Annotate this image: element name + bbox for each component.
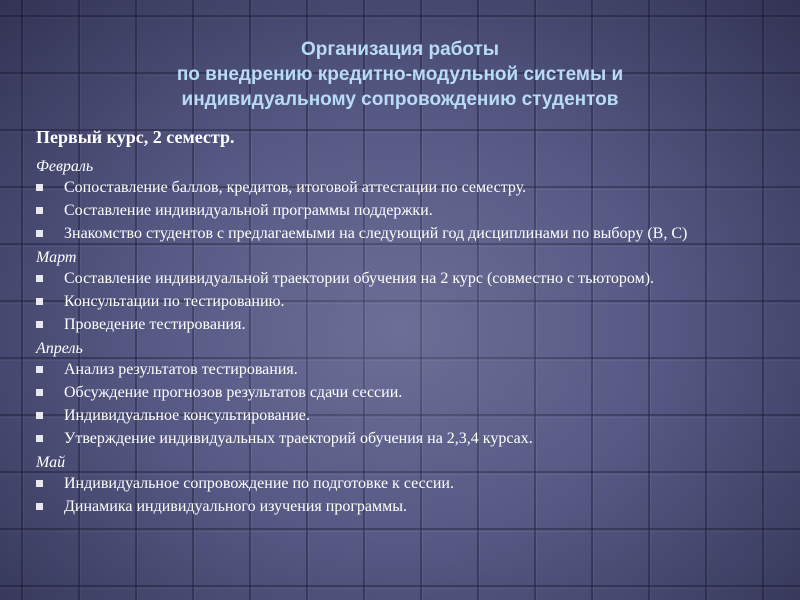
month-label: Май <box>36 454 66 471</box>
square-bullet-icon <box>36 207 43 214</box>
bullet-list <box>36 270 736 333</box>
section-march <box>36 248 736 333</box>
list-item-text: Составление индивидуальной программы поддержки. <box>64 202 433 219</box>
title-line-2: по внедрению кредитно-модульной системы и <box>176 64 624 85</box>
list-item <box>36 225 736 242</box>
list-item-text: Проведение тестирования. <box>64 316 246 333</box>
month-label: Март <box>36 249 77 266</box>
bullet-list <box>36 361 736 447</box>
list-item <box>36 407 736 424</box>
list-item-text: Утверждение индивидуальных траекторий обучения на 2,3,4 курсах. <box>64 430 533 447</box>
square-bullet-icon <box>36 480 43 487</box>
list-item <box>36 361 736 378</box>
section-may <box>36 453 736 515</box>
square-bullet-icon <box>36 321 43 328</box>
slide-content <box>36 126 736 521</box>
slide-title <box>100 37 700 112</box>
bullet-list <box>36 475 736 515</box>
list-item-text: Обсуждение прогнозов результатов сдачи сессии. <box>64 384 403 401</box>
list-item-text: Индивидуальное консультирование. <box>64 407 310 424</box>
list-item <box>36 498 736 515</box>
section-april <box>36 339 736 447</box>
title-line-3: индивидуальному сопровождению студентов <box>181 89 619 110</box>
square-bullet-icon <box>36 275 43 282</box>
square-bullet-icon <box>36 435 43 442</box>
square-bullet-icon <box>36 389 43 396</box>
list-item <box>36 384 736 401</box>
list-item-text: Динамика индивидуального изучения программы. <box>64 498 407 515</box>
list-item <box>36 179 736 196</box>
square-bullet-icon <box>36 298 43 305</box>
list-item <box>36 430 736 447</box>
list-item <box>36 293 736 310</box>
square-bullet-icon <box>36 230 43 237</box>
square-bullet-icon <box>36 366 43 373</box>
month-label: Февраль <box>36 158 94 175</box>
list-item-text: Консультации по тестированию. <box>64 293 285 310</box>
square-bullet-icon <box>36 412 43 419</box>
list-item <box>36 475 736 492</box>
list-item <box>36 202 736 219</box>
list-item-text: Знакомство студентов с предлагаемыми на следующий год дисциплинами по выбору (В, С) <box>64 225 688 242</box>
square-bullet-icon <box>36 184 43 191</box>
list-item-text: Составление индивидуальной траектории обучения на 2 курс (совместно с тьютором). <box>64 270 655 287</box>
section-february <box>36 157 736 242</box>
list-item-text: Сопоставление баллов, кредитов, итоговой аттестации по семестру. <box>64 179 527 196</box>
list-item <box>36 270 736 287</box>
month-label: Апрель <box>36 340 83 357</box>
list-item-text: Индивидуальное сопровождение по подготовке к сессии. <box>64 475 454 492</box>
square-bullet-icon <box>36 503 43 510</box>
bullet-list <box>36 179 736 242</box>
list-item <box>36 316 736 333</box>
list-item-text: Анализ результатов тестирования. <box>64 361 298 378</box>
title-line-1: Организация работы <box>300 39 500 60</box>
course-heading: Первый курс, 2 семестр. <box>36 127 235 147</box>
